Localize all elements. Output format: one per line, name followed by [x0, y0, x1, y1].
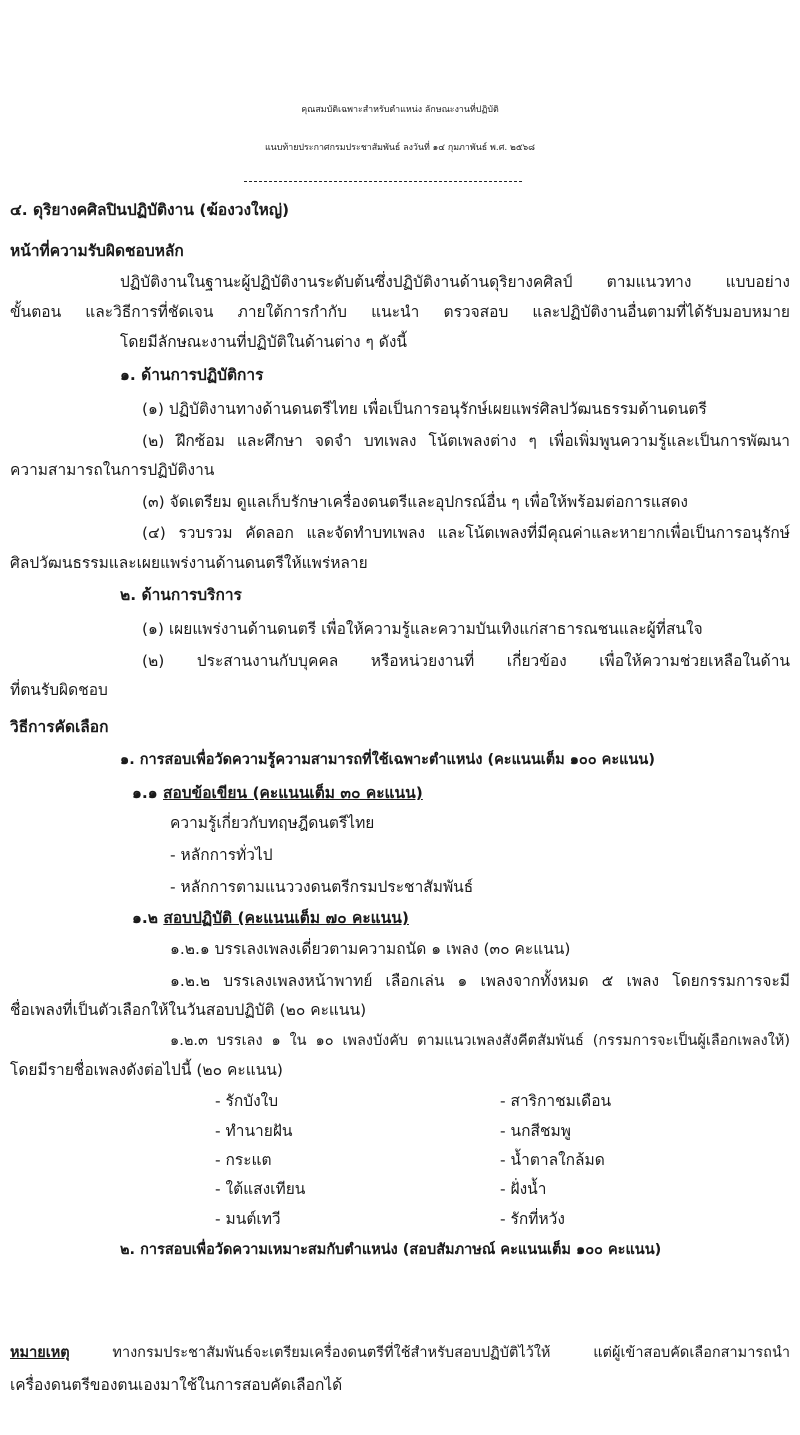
song-right-5: - รักที่หวัง [500, 1210, 565, 1228]
service-item-1: (๑) เผยแพร่งานด้านดนตรี เพื่อให้ความรู้และความบันเทิงแก่สาธารณชนและผู้ที่สนใจ [142, 620, 703, 638]
note-line-2: เครื่องดนตรีของตนเองมาใช้ในการสอบคัดเลือกได้ [10, 1376, 343, 1394]
ops-item-1: (๑) ปฏิบัติงานทางด้านดนตรีไทย เพื่อเป็นการอนุรักษ์เผยแพร่ศิลปวัฒนธรรมด้านดนตรี [142, 400, 707, 418]
song-left-5: - มนต์เทวี [215, 1210, 281, 1228]
written-exam-number: ๑.๑ [132, 784, 158, 802]
service-item-2b: ที่ตนรับผิดชอบ [10, 681, 108, 699]
header-separator [244, 181, 522, 182]
song-right-2: - นกสีชมพู [500, 1122, 571, 1140]
written-exam-sub-2: - หลักการตามแนววงดนตรีกรมประชาสัมพันธ์ [170, 878, 474, 896]
ops-heading: ๑. ด้านการปฏิบัติการ [120, 366, 264, 384]
ops-item-4b: ศิลปวัฒนธรรมและเผยแพร่งานด้านดนตรีให้แพร่หลาย [10, 554, 368, 572]
written-exam-title: สอบข้อเขียน (คะแนนเต็ม ๓๐ คะแนน) [162, 784, 423, 802]
header-line-1: คุณสมบัติเฉพาะสำหรับตำแหน่ง ลักษณะงานที่ปฏิบัติ [301, 105, 499, 115]
practical-item-2a: ๑.๒.๒ บรรเลงเพลงหน้าพาทย์ เลือกเล่น ๑ เพลงจากทั้งหมด ๕ เพลง โดยกรรมการจะมี [170, 972, 790, 990]
practical-item-1: ๑.๒.๑ บรรเลงเพลงเดี่ยวตามความถนัด ๑ เพลง (๓๐ คะแนน) [170, 940, 571, 958]
service-item-2a: (๒) ประสานงานกับบุคคล หรือหน่วยงานที่ เกี่ยวข้อง เพื่อให้ความช่วยเหลือในด้าน [142, 652, 790, 670]
song-right-1: - สาริกาชมเดือน [500, 1092, 612, 1110]
ops-item-4a: (๔) รวบรวม คัดลอก และจัดทำบทเพลง และโน้ตเพลงที่มีคุณค่าและหายากเพื่อเป็นการอนุรักษ์ [142, 524, 790, 542]
song-left-4: - ใต้แสงเทียน [215, 1180, 306, 1198]
practical-exam [132, 911, 409, 927]
practical-exam-title: สอบปฏิบัติ (คะแนนเต็ม ๗๐ คะแนน) [163, 909, 409, 927]
written-exam-sub-1: - หลักการทั่วไป [170, 846, 273, 864]
written-exam-topic: ความรู้เกี่ยวกับทฤษฎีดนตรีไทย [170, 814, 375, 832]
header-line-2: แนบท้ายประกาศกรมประชาสัมพันธ์ ลงวันที่ ๑๔ กุมภาพันธ์ พ.ศ. ๒๕๖๘ [264, 143, 536, 153]
note-label: หมายเหตุ [10, 1345, 70, 1361]
practical-item-2b: ชื่อเพลงที่เป็นตัวเลือกให้ในวันสอบปฏิบัติ (๒๐ คะแนน) [10, 1001, 367, 1019]
note-text-1: ทางกรมประชาสัมพันธ์จะเตรียมเครื่องดนตรีที่ใช้สำหรับสอบปฏิบัติไว้ให้ แต่ผู้เข้าสอบคัดเลือกสามารถนำ [112, 1345, 790, 1361]
ops-item-2b: ความสามารถในการปฏิบัติงาน [10, 461, 215, 479]
song-right-4: - ฝั่งน้ำ [500, 1180, 547, 1198]
exam1-title: ๑. การสอบเพื่อวัดความรู้ความสามารถที่ใช้เฉพาะตำแหน่ง (คะแนนเต็ม ๑๐๐ คะแนน) [120, 752, 655, 768]
song-left-2: - ทำนายฝัน [215, 1122, 293, 1140]
duties-intro-2: ขั้นตอน และวิธีการที่ชัดเจน ภายใต้การกำกับ แนะนำ ตรวจสอบ และปฏิบัติงานอื่นตามที่ได้รับมอบหมาย [10, 303, 790, 321]
duties-intro-3: โดยมีลักษณะงานที่ปฏิบัติในด้านต่าง ๆ ดังนี้ [120, 333, 408, 351]
practical-exam-number: ๑.๒ [132, 909, 158, 927]
practical-item-3a: ๑.๒.๓ บรรเลง ๑ ใน ๑๐ เพลงบังคับ ตามแนวเพลงสังคีตสัมพันธ์ (กรรมการจะเป็นผู้เลือกเพลงให้) [170, 1033, 790, 1049]
practical-item-3b: โดยมีรายชื่อเพลงดังต่อไปนี้ (๒๐ คะแนน) [10, 1061, 283, 1079]
selection-heading: วิธีการคัดเลือก [10, 718, 109, 736]
position-title: ๔. ดุริยางคศิลปินปฏิบัติงาน (ฆ้องวงใหญ่) [10, 201, 290, 219]
exam2-title: ๒. การสอบเพื่อวัดความเหมาะสมกับตำแหน่ง (สอบสัมภาษณ์ คะแนนเต็ม ๑๐๐ คะแนน) [120, 1242, 662, 1258]
duties-intro-1: ปฏิบัติงานในฐานะผู้ปฏิบัติงานระดับต้นซึ่งปฏิบัติงานด้านดุริยางคศิลป์ ตามแนวทาง แบบอย่าง [120, 273, 790, 291]
ops-item-2a: (๒) ฝึกซ้อม และศึกษา จดจำ บทเพลง โน้ตเพลงต่าง ๆ เพื่อเพิ่มพูนความรู้และเป็นการพัฒนา [142, 432, 790, 450]
service-heading: ๒. ด้านการบริการ [120, 586, 242, 604]
song-left-1: - รักบังใบ [215, 1092, 279, 1110]
written-exam [132, 786, 423, 802]
song-left-3: - กระแต [215, 1151, 272, 1169]
ops-item-3: (๓) จัดเตรียม ดูแลเก็บรักษาเครื่องดนตรีและอุปกรณ์อื่น ๆ เพื่อให้พร้อมต่อการแสดง [142, 493, 688, 511]
duties-heading: หน้าที่ความรับผิดชอบหลัก [10, 242, 184, 260]
song-right-3: - น้ำตาลใกล้มด [500, 1151, 605, 1169]
note-line-1 [10, 1346, 790, 1361]
